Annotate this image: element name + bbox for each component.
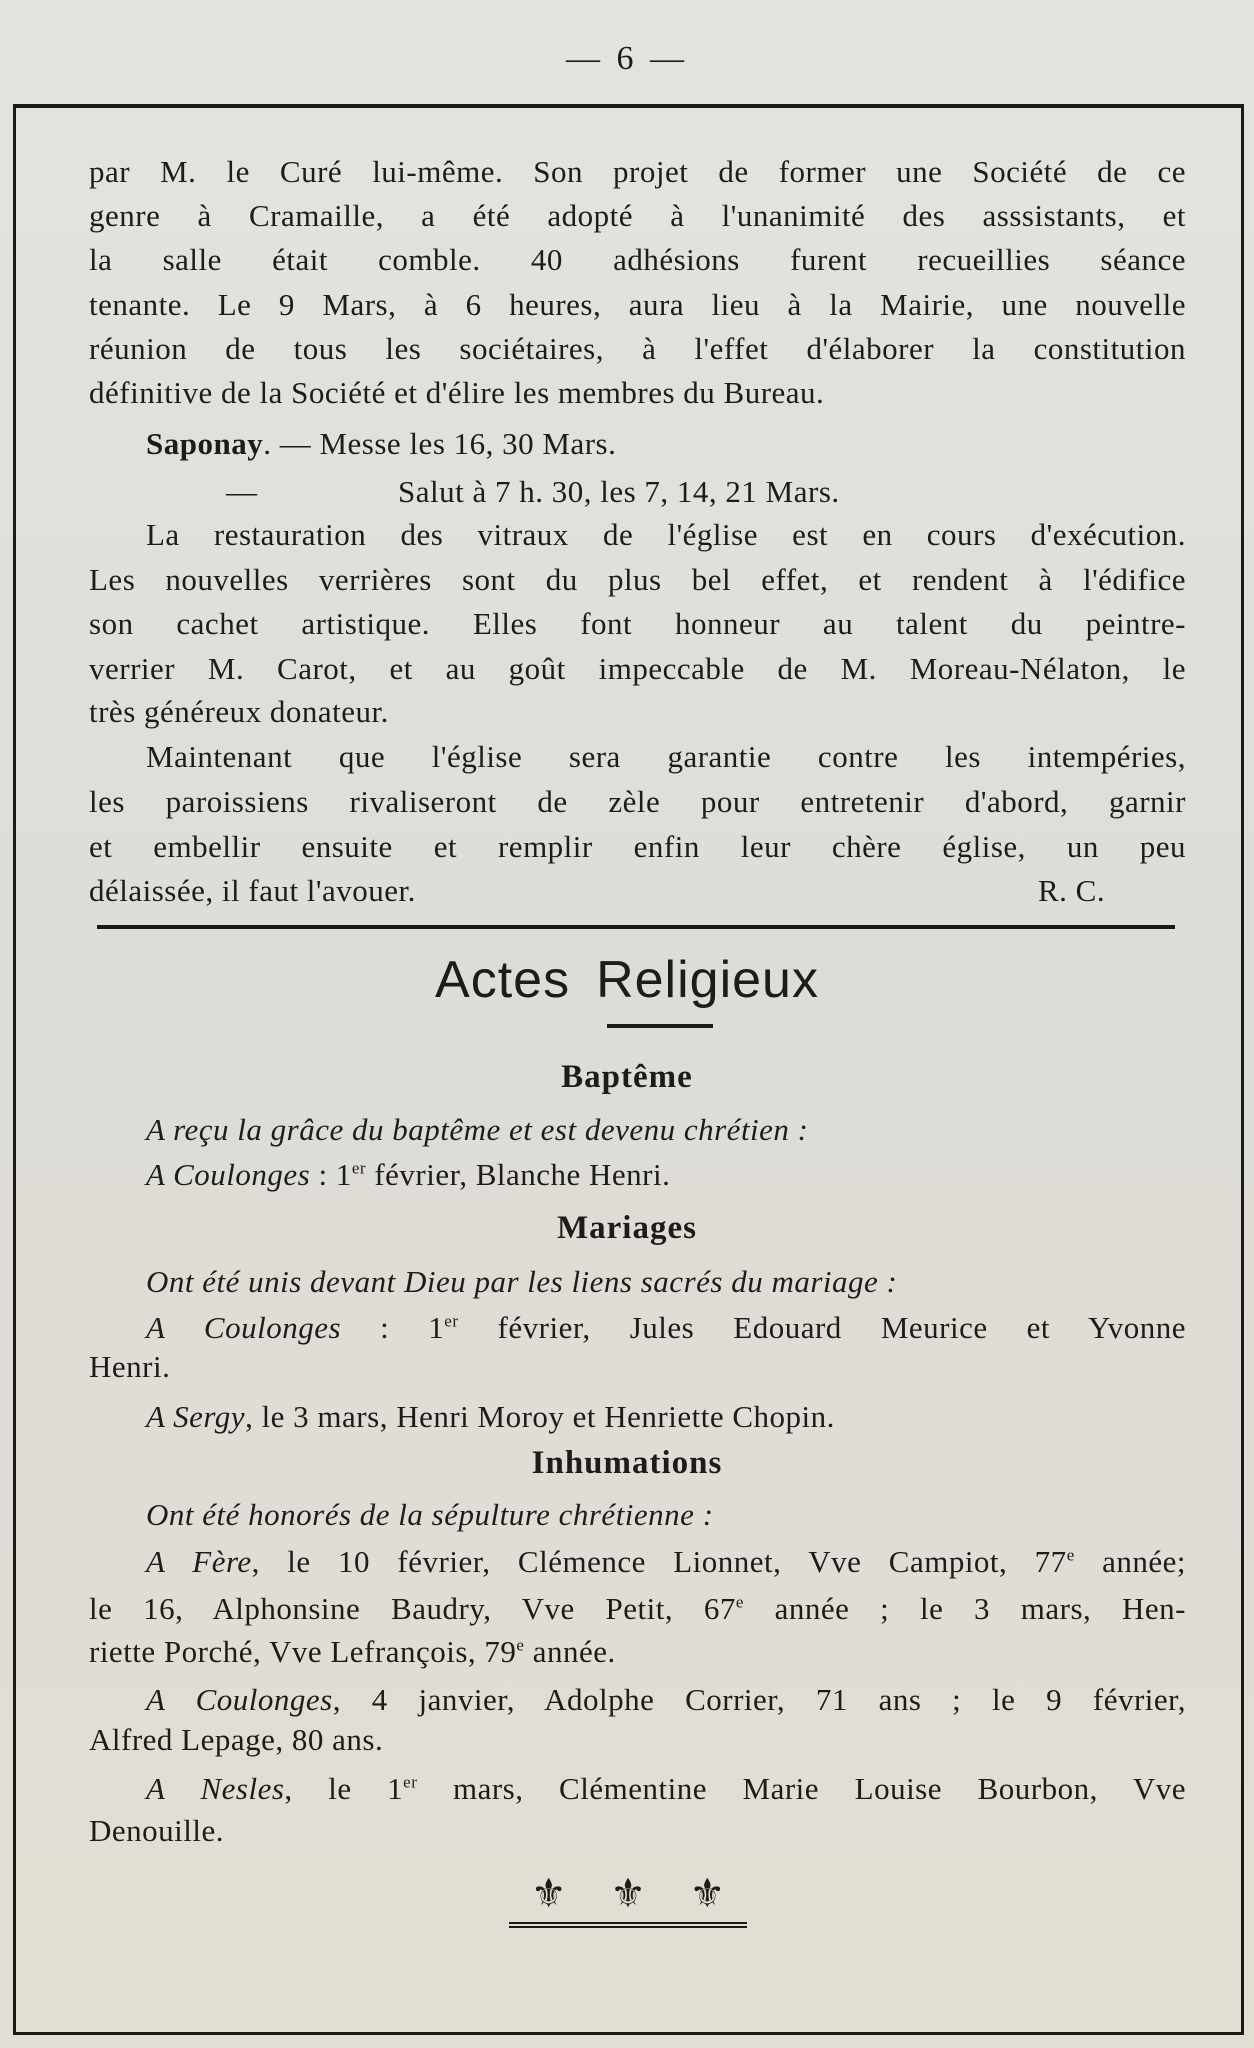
place: A Coulonges bbox=[146, 1310, 342, 1345]
ditto-dash: — bbox=[226, 474, 258, 509]
article-line: Maintenant que l'église sera garantie contre les intempéries, bbox=[146, 739, 1186, 774]
entry-text: année. bbox=[524, 1634, 616, 1669]
article-line: réunion de tous les sociétaires, à l'effet d'élaborer la constitution bbox=[89, 331, 1186, 366]
entry-text: février, Blanche Henri. bbox=[366, 1157, 671, 1192]
mariage-entry-cont: Henri. bbox=[89, 1349, 171, 1384]
article-line: tenante. Le 9 Mars, à 6 heures, aura lieu à la Mairie, une nouvelle bbox=[89, 287, 1186, 322]
inhumations-intro: Ont été honorés de la sépulture chrétienne : bbox=[146, 1497, 714, 1532]
article-line: genre à Cramaille, a été adopté à l'unanimité des asssistants, et bbox=[89, 198, 1186, 233]
saponay-line bbox=[146, 422, 1186, 466]
inhumation-entry-cont bbox=[89, 1630, 1186, 1674]
article-line: délaissée, il faut l'avouer. bbox=[89, 873, 416, 908]
inhumation-entry bbox=[146, 1767, 1186, 1811]
place: A Coulonges bbox=[146, 1682, 333, 1717]
superscript: e bbox=[516, 1635, 525, 1655]
superscript: e bbox=[735, 1592, 744, 1612]
mariage-entry bbox=[146, 1395, 1186, 1439]
place: A Sergy bbox=[146, 1399, 246, 1434]
entry-text: , le 3 mars, Henri Moroy et Henriette Chopin. bbox=[245, 1399, 835, 1434]
fleur-de-lis-icon: ⚜ bbox=[689, 1871, 726, 1916]
heading-inhumations: Inhumations bbox=[531, 1445, 723, 1481]
entry-text: février, Jules Edouard Meurice et Yvonne bbox=[458, 1310, 1186, 1345]
messe-text: . — Messe les 16, 30 Mars. bbox=[263, 426, 617, 461]
inhumation-entry bbox=[146, 1678, 1186, 1722]
entry-text: riette Porché, Vve Lefrançois, 79 bbox=[89, 1634, 517, 1669]
section-title bbox=[0, 950, 1254, 1010]
section-divider bbox=[97, 925, 1175, 929]
article-line: son cachet artistique. Elles font honneur au talent du peintre- bbox=[89, 606, 1186, 641]
bapteme-entry bbox=[146, 1153, 1186, 1197]
entry-text: : 1 bbox=[341, 1310, 445, 1345]
entry-text: le 16, Alphonsine Baudry, Vve Petit, 67 bbox=[89, 1591, 736, 1626]
superscript: er bbox=[403, 1772, 418, 1792]
place: A Fère bbox=[146, 1544, 252, 1579]
place: A Coulonges bbox=[146, 1157, 311, 1192]
superscript: e bbox=[1066, 1545, 1075, 1565]
fleur-de-lis-ornament bbox=[509, 1872, 747, 1916]
superscript: er bbox=[351, 1158, 367, 1178]
parish-name: Saponay bbox=[146, 426, 264, 461]
title-word: Religieux bbox=[596, 951, 819, 1009]
inhumation-entry-cont bbox=[89, 1587, 1186, 1631]
place: A Nesles bbox=[146, 1771, 285, 1806]
salut-text: Salut à 7 h. 30, les 7, 14, 21 Mars. bbox=[398, 474, 840, 509]
article-line: Les nouvelles verrières sont du plus bel effet, et rendent à l'édifice bbox=[89, 562, 1186, 597]
entry-text: année; bbox=[1074, 1544, 1187, 1579]
inhumation-entry-cont: Alfred Lepage, 80 ans. bbox=[89, 1722, 384, 1757]
fleur-de-lis-icon: ⚜ bbox=[530, 1871, 567, 1916]
entry-text: , 4 janvier, Adolphe Corrier, 71 ans ; le 9 février, bbox=[332, 1682, 1186, 1717]
article-line: verrier M. Carot, et au goût impeccable de M. Moreau-Nélaton, le bbox=[89, 651, 1186, 686]
double-rule bbox=[509, 1922, 747, 1928]
article-line: La restauration des vitraux de l'église est en cours d'exécution. bbox=[146, 517, 1186, 552]
article-line: et embellir ensuite et remplir enfin leur chère église, un peu bbox=[89, 829, 1186, 864]
heading-bapteme: Baptême bbox=[561, 1059, 693, 1095]
signature: R. C. bbox=[1038, 873, 1106, 908]
title-underline bbox=[607, 1024, 713, 1028]
entry-text: mars, Clémentine Marie Louise Bourbon, Vve bbox=[417, 1771, 1186, 1806]
inhumation-entry-cont: Denouille. bbox=[89, 1813, 224, 1848]
article-line: par M. le Curé lui-même. Son projet de former une Société de ce bbox=[89, 154, 1186, 189]
entry-text: année ; le 3 mars, Hen- bbox=[743, 1591, 1186, 1626]
article-line: la salle était comble. 40 adhésions furent recueillies séance bbox=[89, 242, 1186, 277]
page-number: — 6 — bbox=[566, 40, 688, 77]
heading-mariages: Mariages bbox=[557, 1210, 697, 1246]
entry-text: : 1 bbox=[310, 1157, 352, 1192]
mariages-intro: Ont été unis devant Dieu par les liens sacrés du mariage : bbox=[146, 1264, 898, 1299]
bapteme-intro: A reçu la grâce du baptême et est devenu chrétien : bbox=[146, 1112, 809, 1147]
article-line: définitive de la Société et d'élire les membres du Bureau. bbox=[89, 375, 825, 410]
fleur-de-lis-icon: ⚜ bbox=[610, 1871, 646, 1916]
mariage-entry bbox=[146, 1306, 1186, 1350]
superscript: er bbox=[444, 1311, 459, 1331]
inhumation-entry bbox=[146, 1540, 1186, 1584]
title-word: Actes bbox=[435, 951, 571, 1009]
article-line: les paroissiens rivaliseront de zèle pour entretenir d'abord, garnir bbox=[89, 784, 1186, 819]
article-line: très généreux donateur. bbox=[89, 694, 389, 729]
entry-text: , le 10 février, Clémence Lionnet, Vve Campiot, 77 bbox=[251, 1544, 1067, 1579]
entry-text: , le 1 bbox=[284, 1771, 404, 1806]
